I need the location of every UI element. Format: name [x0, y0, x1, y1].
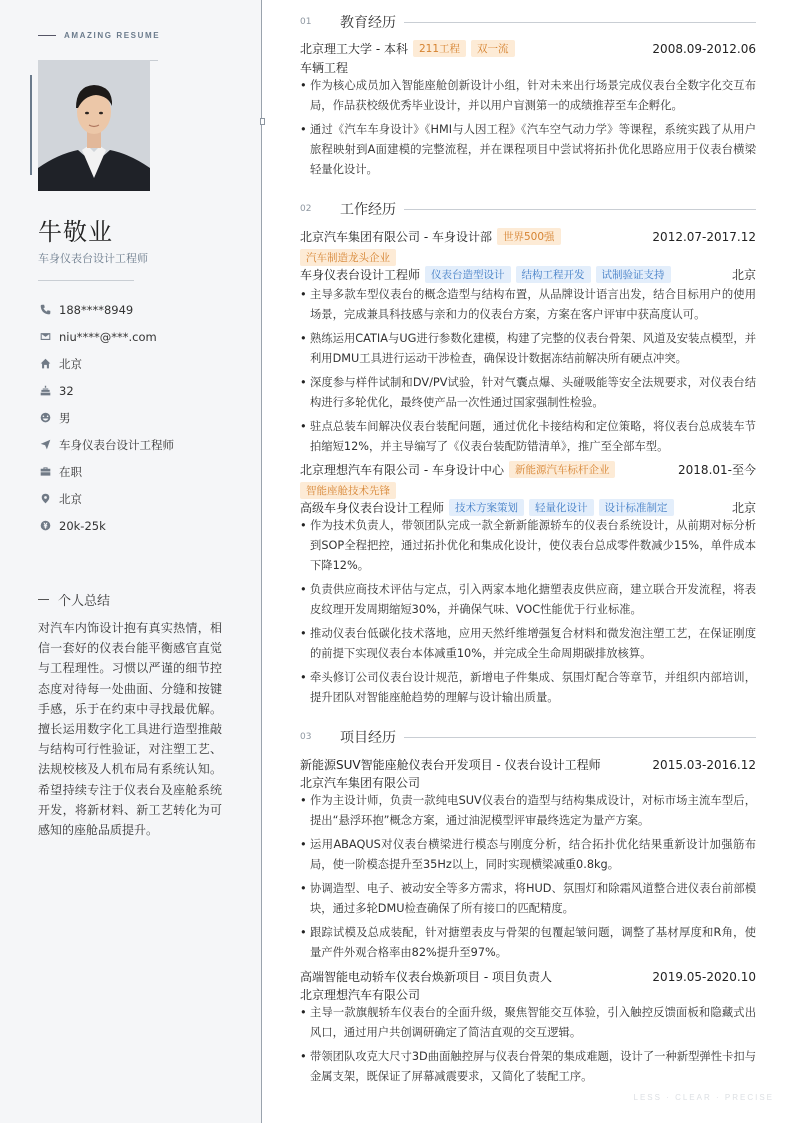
cake-icon	[38, 384, 52, 398]
contact-value: 北京	[59, 491, 82, 506]
brand-line	[38, 35, 56, 36]
section-project-heading	[300, 727, 756, 747]
summary-heading	[38, 590, 110, 609]
project-title: 高端智能电动轿车仪表台焕新项目 - 项目负责人	[300, 970, 552, 984]
work-0-bullets	[300, 285, 756, 461]
work-tag: 汽车制造龙头企业	[300, 249, 396, 266]
divider-marker	[260, 118, 265, 125]
email-icon	[38, 330, 52, 344]
work-date: 2018.01-至今	[678, 463, 756, 477]
contact-value: 车身仪表台设计工程师	[59, 437, 174, 452]
contact-target-role	[38, 431, 174, 458]
contact-value: 男	[59, 410, 71, 425]
list-item: • 通过《汽车车身设计》《HMI与人因工程》《汽车空气动力学》等课程，系统实践了从用户旅程映射到A面建模的完整流程，并在课程项目中尝试将拓扑优化思路应用于仪表台横梁轻量化设计。	[300, 120, 756, 180]
work-0-header	[300, 228, 756, 245]
summary-dash	[38, 599, 49, 600]
education-tag: 211工程	[413, 40, 466, 57]
work-1-tag-row	[295, 482, 751, 499]
section-number: 02	[300, 204, 312, 214]
section-rule	[404, 209, 756, 210]
photo-accent-left	[30, 75, 32, 175]
skill-tag: 设计标准制定	[599, 499, 674, 516]
list-item: • 带领团队攻克大尺寸3D曲面触控屏与仪表台骨架的集成难题，设计了一种新型弹性卡扣与金属支架，既保证了屏幕减震要求，又简化了装配工序。	[300, 1047, 756, 1087]
briefcase-icon	[38, 465, 52, 479]
work-0-role-row	[300, 266, 756, 283]
sidebar	[0, 0, 262, 1123]
brand	[38, 31, 160, 40]
list-item: • 熟练运用CATIA与UG进行参数化建模，构建了完整的仪表台骨架、风道及安装点模型，并利用DMU工具进行运动干涉检查，确保设计数据冻结前解决所有硬点冲突。	[300, 329, 756, 369]
contact-value: 在职	[59, 464, 82, 479]
project-date: 2019.05-2020.10	[652, 969, 756, 984]
contact-value: 20k-25k	[59, 518, 106, 533]
list-item: • 作为核心成员加入智能座舱创新设计小组，针对未来出行场景完成仪表台全数字化交互布局，作品获校级优秀毕业设计，并以用户盲测第一的成绩推荐至车企孵化。	[300, 76, 756, 116]
name-divider	[38, 280, 134, 281]
money-icon	[38, 519, 52, 533]
profile-title: 车身仪表台设计工程师	[38, 252, 148, 265]
education-org: 北京理工大学 - 本科	[300, 42, 408, 56]
work-tag: 智能座舱技术先锋	[300, 482, 396, 499]
contact-age	[38, 377, 174, 404]
section-rule	[404, 737, 756, 738]
contact-location	[38, 485, 174, 512]
work-tag: 世界500强	[497, 228, 561, 245]
contact-gender	[38, 404, 174, 431]
work-role: 车身仪表台设计工程师	[300, 268, 421, 282]
skill-tag: 结构工程开发	[516, 266, 591, 283]
phone-icon	[38, 303, 52, 317]
section-education-heading	[300, 12, 756, 32]
smile-icon	[38, 411, 52, 425]
project-0-bullets	[300, 791, 756, 967]
list-item: • 运用ABAQUS对仪表台横梁进行模态与刚度分析，结合拓扑优化结果重新设计加强筋布局，使一阶模态提升至35Hz以上，同时实现横梁减重0.8kg。	[300, 835, 756, 875]
contact-salary	[38, 512, 174, 539]
section-label: 项目经历	[340, 730, 396, 746]
work-date: 2012.07-2017.12	[652, 229, 756, 244]
work-city: 北京	[731, 268, 756, 282]
project-1-header	[300, 968, 756, 985]
project-date: 2015.03-2016.12	[652, 757, 756, 772]
work-1-bullets	[300, 516, 756, 712]
education-major: 车辆工程	[300, 61, 349, 75]
summary-text: 对汽车内饰设计抱有真实热情，相信一套好的仪表台能平衡感官直觉与工程理性。习惯以严谨的细节控态度对待每一处曲面、分缝和按键手感，乐于在约束中寻找最优解。擅长运用数字化工具进行造型推敲与结构可行性验证，对注塑工艺、法规校核及人机布局有系统认知。希望持续专注于仪表台及座舱系统开发，将新材料、新工艺转化为可感知的座舱品质提升。	[38, 621, 222, 838]
avatar	[38, 60, 150, 191]
brand-text: AMAZING RESUME	[64, 31, 161, 40]
work-tag: 新能源汽车标杆企业	[509, 461, 616, 478]
home-icon	[38, 357, 52, 371]
contact-phone	[38, 296, 174, 323]
education-bullets	[300, 76, 756, 184]
skill-tag: 试制验证支持	[596, 266, 671, 283]
list-item: • 跟踪试模及总成装配，针对搪塑表皮与骨架的包覆起皱问题，调整了基材厚度和R角，使量产件外观合格率由82%提升至97%。	[300, 923, 756, 963]
section-number: 01	[300, 17, 312, 27]
location-icon	[38, 492, 52, 506]
section-work-heading	[300, 199, 756, 219]
list-item: • 推动仪表台低碳化技术落地，应用天然纤维增强复合材料和微发泡注塑工艺，在保证刚度的前提下实现仪表台本体减重10%，并完成全生命周期碳排放核算。	[300, 624, 756, 664]
work-org: 北京理想汽车有限公司 - 车身设计中心	[300, 463, 504, 477]
list-item: • 协调造型、电子、被动安全等多方需求，将HUD、氛围灯和除霜风道整合进仪表台前部模块，通过多轮DMU检查确保了所有接口的匹配精度。	[300, 879, 756, 919]
education-tag: 双一流	[471, 40, 515, 57]
list-item: • 主导多款车型仪表台的概念造型与结构布置，从品牌设计语言出发，结合目标用户的使用场景，完成兼具科技感与亲和力的仪表台方案，方案在客户评审中获高度认可。	[300, 285, 756, 325]
education-major-row	[300, 59, 756, 76]
project-org: 北京理想汽车有限公司	[300, 988, 421, 1002]
skill-tag: 轻量化设计	[529, 499, 594, 516]
education-date: 2008.09-2012.06	[652, 41, 756, 56]
skill-tag: 技术方案策划	[449, 499, 524, 516]
work-org: 北京汽车集团有限公司 - 车身设计部	[300, 230, 492, 244]
list-item: • 驻点总装车间解决仪表台装配问题，通过优化卡接结构和定位策略，将仪表台总成装车节拍缩短12%，并主导编写了《仪表台装配防错清单》，推广至全部车型。	[300, 417, 756, 457]
profile-photo	[38, 60, 150, 191]
work-role: 高级车身仪表台设计工程师	[300, 501, 445, 515]
list-item: • 深度参与样件试制和DV/PV试验，针对气囊点爆、头碰吸能等安全法规要求，对仪表台结构进行多轮优化，最终使产品一次性通过国家强制性检验。	[300, 373, 756, 413]
education-header	[300, 40, 756, 57]
contact-home	[38, 350, 174, 377]
contact-status	[38, 458, 174, 485]
send-icon	[38, 438, 52, 452]
work-city: 北京	[731, 501, 756, 515]
list-item: • 作为主设计师，负责一款纯电SUV仪表台的造型与结构集成设计，对标市场主流车型后，提出“悬浮环抱”概念方案，通过油泥模型评审最终选定为量产方案。	[300, 791, 756, 831]
contact-value: niu****@***.com	[59, 329, 157, 344]
section-label: 工作经历	[340, 202, 396, 218]
project-1-org-row	[300, 986, 756, 1003]
work-1-header	[300, 461, 756, 478]
contact-value: 北京	[59, 356, 82, 371]
work-1-role-row	[300, 499, 756, 516]
contact-email	[38, 323, 174, 350]
project-org: 北京汽车集团有限公司	[300, 776, 421, 790]
watermark: LESS · CLEAR · PRECISE	[633, 1093, 774, 1102]
profile-name: 牛敬业	[38, 218, 113, 246]
section-rule	[404, 22, 756, 23]
list-item: • 牵头修订公司仪表台设计规范，新增电子件集成、氛围灯配合等章节，并组织内部培训，提升团队对智能座舱趋势的理解与设计输出质量。	[300, 668, 756, 708]
skill-tag: 仪表台造型设计	[425, 266, 511, 283]
summary-label: 个人总结	[58, 594, 111, 609]
list-item: • 主导一款旗舰轿车仪表台的全面升级，聚焦智能交互体验，引入触控反馈面板和隐藏式出风口，通过用户共创调研确定了简洁直观的交互逻辑。	[300, 1003, 756, 1043]
list-item: • 负责供应商技术评估与定点，引入两家本地化搪塑表皮供应商，建立联合开发流程，将表皮纹理开发周期缩短30%，并确保气味、VOC性能优于行业标准。	[300, 580, 756, 620]
project-title: 新能源SUV智能座舱仪表台开发项目 - 仪表台设计工程师	[300, 758, 601, 772]
work-0-tag-row	[295, 249, 751, 266]
section-label: 教育经历	[340, 15, 396, 31]
contact-list	[38, 296, 174, 539]
project-0-org-row	[300, 774, 756, 791]
contact-value: 32	[59, 383, 74, 398]
section-number: 03	[300, 732, 312, 742]
project-0-header	[300, 756, 756, 773]
project-1-bullets	[300, 1003, 756, 1091]
list-item: • 作为技术负责人，带领团队完成一款全新新能源轿车的仪表台系统设计，从前期对标分析到SOP全程把控，通过拓扑优化和集成化设计，使仪表台总成零件数减少15%，单件成本下降12%。	[300, 516, 756, 576]
contact-value: 188****8949	[59, 302, 134, 317]
